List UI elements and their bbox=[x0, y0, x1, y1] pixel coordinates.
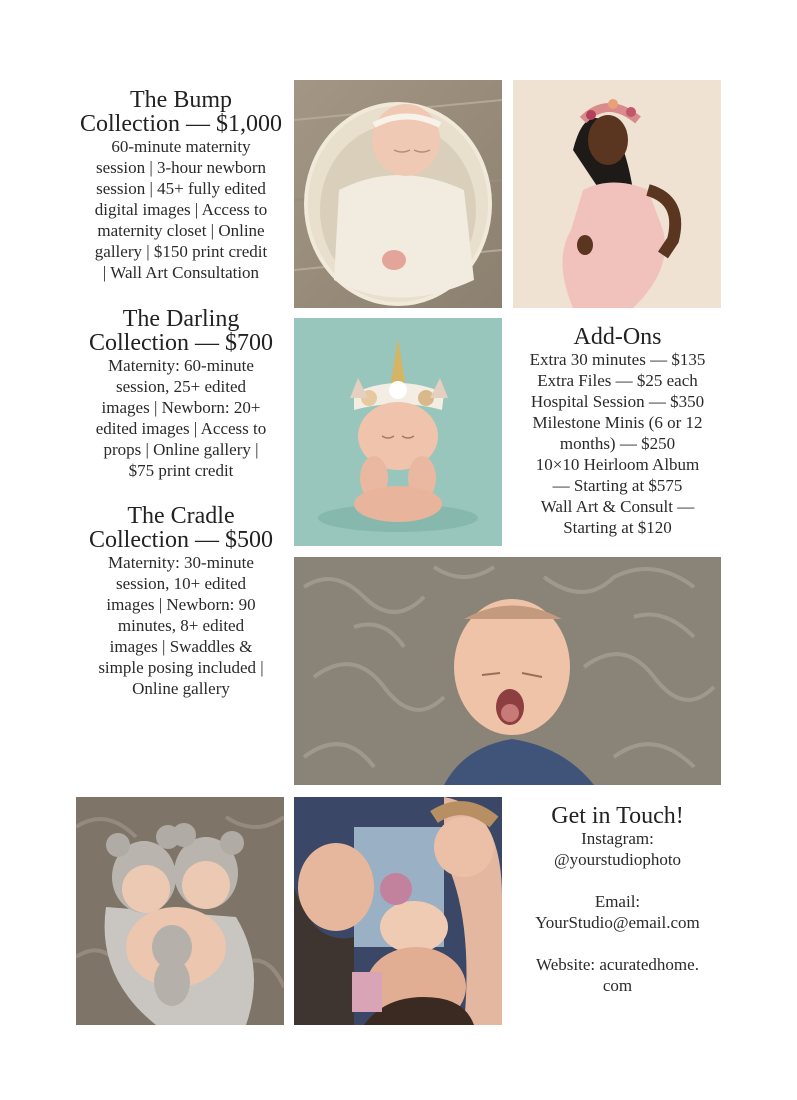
website-line[interactable]: com bbox=[602, 976, 633, 995]
desc-line: maternity closet | Online bbox=[97, 221, 265, 240]
contact-title: Get in Touch! bbox=[551, 803, 684, 829]
desc-line: 60-minute maternity bbox=[111, 137, 251, 156]
addon-item: Extra 30 minutes — $135 bbox=[529, 350, 706, 369]
addon-item: — Starting at $575 bbox=[552, 476, 683, 495]
addon-item: Milestone Minis (6 or 12 bbox=[532, 413, 703, 432]
addon-item: months) — $250 bbox=[559, 434, 676, 453]
addon-item: Hospital Session — $350 bbox=[530, 392, 705, 411]
desc-line: session | 3-hour newborn bbox=[95, 158, 267, 177]
package-description bbox=[70, 355, 292, 481]
package-cradle bbox=[70, 504, 292, 699]
desc-line: session | 45+ fully edited bbox=[96, 179, 266, 198]
desc-line: images | Newborn: 20+ bbox=[101, 398, 261, 417]
instagram-handle[interactable]: @yourstudiophoto bbox=[553, 850, 682, 869]
package-title bbox=[70, 88, 292, 136]
desc-line: edited images | Access to bbox=[95, 419, 267, 438]
package-description bbox=[70, 552, 292, 699]
email-label: Email: bbox=[594, 892, 641, 911]
desc-line: images | Newborn: 90 bbox=[106, 595, 256, 614]
title-line: Collection — $700 bbox=[89, 330, 273, 356]
desc-line: simple posing included | bbox=[98, 658, 264, 677]
title-line: Collection — $1,000 bbox=[80, 111, 282, 137]
yawning-newborn-photo bbox=[294, 557, 721, 785]
addon-item: Starting at $120 bbox=[563, 518, 672, 537]
twins-photo bbox=[76, 797, 284, 1025]
website-line[interactable]: Website: acuratedhome. bbox=[536, 955, 699, 974]
addon-item: Extra Files — $25 each bbox=[537, 371, 698, 390]
title-line: The Bump bbox=[130, 87, 232, 113]
desc-line: props | Online gallery | bbox=[103, 440, 259, 459]
title-line: Collection — $500 bbox=[89, 527, 273, 553]
desc-line: $75 print credit bbox=[128, 461, 234, 480]
package-darling bbox=[70, 307, 292, 481]
desc-line: session, 25+ edited bbox=[116, 377, 246, 396]
newborn-basket-photo bbox=[294, 80, 502, 308]
package-title bbox=[70, 307, 292, 355]
contact-details bbox=[505, 828, 730, 996]
desc-line: Maternity: 60-minute bbox=[108, 356, 254, 375]
unicorn-newborn-photo bbox=[294, 318, 502, 546]
desc-line: images | Swaddles & bbox=[109, 637, 253, 656]
addon-item: 10×10 Heirloom Album bbox=[535, 455, 700, 474]
addons-title: Add-Ons bbox=[573, 324, 662, 350]
desc-line: gallery | $150 print credit bbox=[94, 242, 268, 261]
package-bump bbox=[70, 88, 292, 283]
package-title bbox=[70, 504, 292, 552]
instagram-label: Instagram: bbox=[581, 829, 654, 848]
desc-line: Online gallery bbox=[132, 679, 230, 698]
maternity-portrait-photo bbox=[513, 80, 721, 308]
contact-section bbox=[505, 804, 730, 996]
addon-item: Wall Art & Consult — bbox=[540, 497, 695, 516]
desc-line: digital images | Access to bbox=[94, 200, 268, 219]
addons-list bbox=[505, 349, 730, 538]
title-line: The Cradle bbox=[127, 503, 235, 529]
addons-section bbox=[505, 325, 730, 538]
desc-line: | Wall Art Consultation bbox=[102, 263, 260, 282]
title-line: The Darling bbox=[122, 306, 240, 332]
desc-line: Maternity: 30-minute bbox=[108, 553, 254, 572]
package-description bbox=[70, 136, 292, 283]
desc-line: session, 10+ edited bbox=[116, 574, 246, 593]
family-photo bbox=[294, 797, 502, 1025]
desc-line: minutes, 8+ edited bbox=[117, 616, 245, 635]
email-address[interactable]: YourStudio@email.com bbox=[535, 913, 700, 932]
